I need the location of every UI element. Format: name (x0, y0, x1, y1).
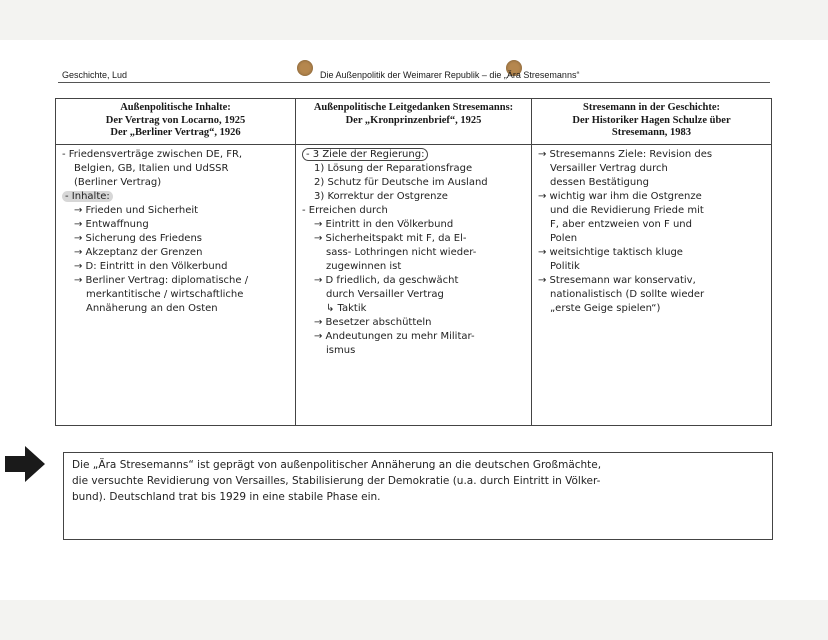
note-line: → Besetzer abschütteln (314, 317, 432, 328)
cell-locarno-notes (56, 145, 296, 426)
header-line: Der „Berliner Vertrag“, 1926 (110, 127, 241, 138)
note-line: → weitsichtige taktisch kluge (538, 247, 683, 258)
note-line: 1) Lösung der Reparationsfrage (314, 163, 473, 174)
column-header-locarno (56, 99, 296, 145)
note-line: Annäherung an den Osten (86, 303, 218, 314)
note-line: Belgien, GB, Italien und UdSSR (74, 163, 229, 174)
header-line: Der Historiker Hagen Schulze über (572, 114, 731, 126)
note-line-boxed: - 3 Ziele der Regierung: (302, 148, 525, 162)
note-line: 2) Schutz für Deutsche im Ausland (314, 177, 488, 188)
header-line: Stresemann, 1983 (611, 127, 692, 138)
note-line: → D: Eintritt in den Völkerbund (74, 261, 228, 272)
note-line: - Friedensverträge zwischen DE, FR, (62, 149, 243, 160)
note-line: nationalistisch (D sollte wieder (550, 289, 705, 300)
header-rule (58, 82, 770, 83)
note-line: → Stresemanns Ziele: Revision des (538, 149, 713, 160)
column-header-schulze (532, 99, 772, 145)
header-line: Außenpolitische Leitgedanken Stresemanns: (313, 102, 514, 113)
overview-table (55, 98, 772, 426)
note-line: ismus (326, 345, 356, 356)
note-line: Versailler Vertrag durch (550, 163, 668, 174)
note-line: dessen Bestätigung (550, 177, 649, 188)
cell-kronprinzenbrief-notes (296, 145, 532, 426)
summary-line: Die „Ära Stresemanns“ ist geprägt von außenpolitischer Annäherung an die deutschen Großmächte, (72, 459, 602, 471)
column-header-kronprinzenbrief (296, 99, 532, 145)
header-subject: Geschichte, Lud (62, 70, 128, 80)
header-line: Der Vertrag von Locarno, 1925 (105, 114, 246, 126)
summary-line: die versuchte Revidierung von Versailles, Stabilisierung der Demokratie (u.a. durch Eintritt in Völker- (72, 475, 601, 487)
table-header-row (56, 99, 772, 145)
note-line: ↳ Taktik (326, 303, 367, 314)
note-line: → Frieden und Sicherheit (74, 205, 199, 216)
note-line: → Andeutungen zu mehr Militar- (314, 331, 475, 342)
note-line: Politik (550, 261, 580, 272)
header-line: Stresemann in der Geschichte: (583, 102, 720, 113)
note-line: → Berliner Vertrag: diplomatische / (74, 275, 249, 286)
note-line: 3) Korrektur der Ostgrenze (314, 191, 448, 202)
note-line: F, aber entzweien von F und (550, 219, 692, 230)
cell-schulze-notes (532, 145, 772, 426)
summary-line: bund). Deutschland trat bis 1929 in eine stabile Phase ein. (72, 491, 381, 503)
note-line-highlight: - Inhalte: (62, 190, 289, 204)
note-line: → Sicherheitspakt mit F, da El- (314, 233, 467, 244)
note-line: → Eintritt in den Völkerbund (314, 219, 454, 230)
punch-hole-left (297, 60, 313, 76)
header-line: Der „Kronprinzenbrief“, 1925 (345, 114, 482, 126)
note-line: → Akzeptanz der Grenzen (74, 247, 203, 258)
note-line: merkantitische / wirtschaftliche (86, 289, 244, 300)
note-line: durch Versailler Vertrag (326, 289, 444, 300)
note-line: „erste Geige spielen“) (550, 303, 661, 314)
note-line: → Entwaffnung (74, 219, 149, 230)
note-line: - Erreichen durch (302, 205, 388, 216)
note-line: (Berliner Vertrag) (74, 177, 162, 188)
header-title: Die Außenpolitik der Weimarer Republik – die „Ära Stresemanns“ (320, 70, 580, 80)
note-line: Polen (550, 233, 578, 244)
header-line: Außenpolitische Inhalte: (120, 102, 231, 113)
note-line: → Stresemann war konservativ, (538, 275, 696, 286)
note-line: → Sicherung des Friedens (74, 233, 202, 244)
note-line: und die Revidierung Friede mit (550, 205, 704, 216)
note-line: zugewinnen ist (326, 261, 402, 272)
note-line: → D friedlich, da geschwächt (314, 275, 459, 286)
arrow-right-icon (5, 446, 45, 482)
note-line: → wichtig war ihm die Ostgrenze (538, 191, 702, 202)
summary-box (63, 452, 773, 540)
table-body-row (56, 145, 772, 426)
note-line: sass- Lothringen nicht wieder- (326, 247, 477, 258)
